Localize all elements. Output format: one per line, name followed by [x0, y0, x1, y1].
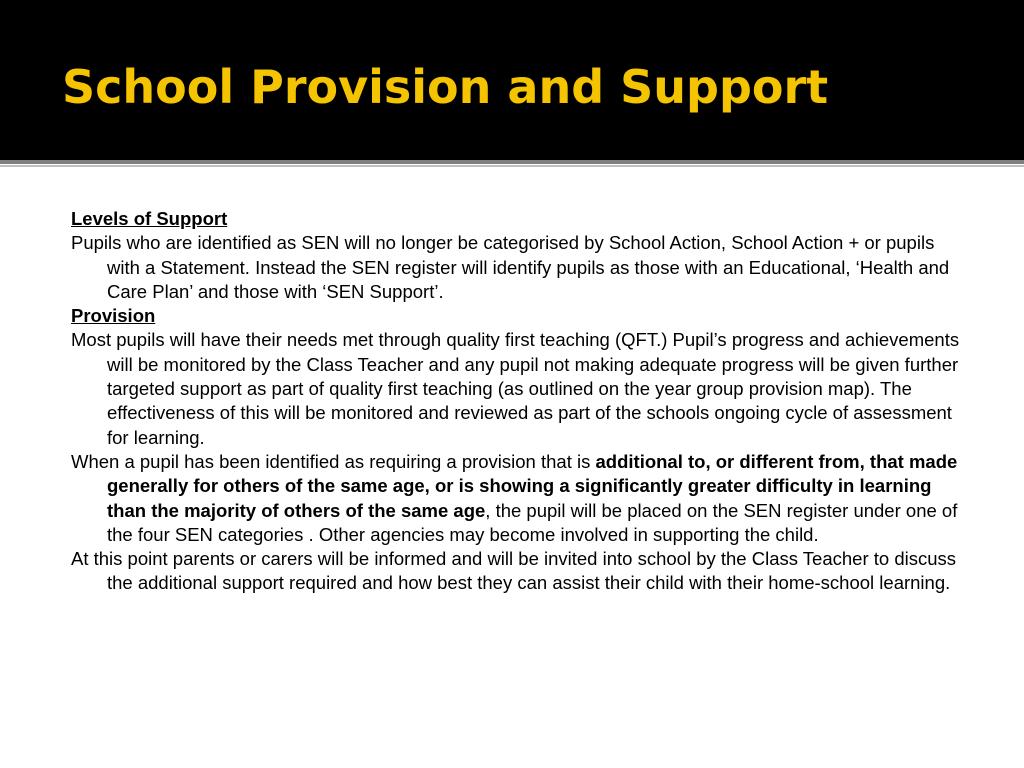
title-bar: [0, 0, 1024, 160]
provision-heading: Provision: [71, 305, 156, 327]
provision-paragraph-qft: Most pupils will have their needs met through quality first teaching (QFT.) Pupil’s progress and achievements will be monitored by the Class Teacher and any pupil not making adequate progress will be given further targeted support as part of quality first teaching (as outlined on the year group provision map). The effectiveness of this will be monitored and reviewed as part of the schools ongoing cycle of assessment for learning.: [71, 329, 960, 448]
slide-body: [71, 207, 971, 596]
levels-of-support-heading: Levels of Support: [71, 208, 228, 229]
provision-paragraph-parents: At this point parents or carers will be informed and will be invited into school by the Class Teacher to discuss the additional support required and how best they can assist their child with their home-school learning.: [71, 548, 957, 594]
title-divider: [0, 160, 1024, 164]
provision-paragraph-sen-register-emphasis: additional to, or different from, that made generally for others of the same age, or is showing a significantly greater difficulty in learning than the majority of others of the same age: [107, 450, 958, 521]
levels-of-support-paragraph: Pupils who are identified as SEN will no longer be categorised by School Action, School Action + or pupils with a Statement. Instead the SEN register will identify pupils as those with an Educational, ‘Health and Care Plan’ and those with ‘SEN Support’.: [71, 232, 950, 302]
provision-paragraph-sen-register-end: , the pupil will be placed on the SEN register under one of the four SEN categories . Other agencies may become involved in supporting the child.: [107, 499, 958, 545]
provision-paragraph-sen-register-start: When a pupil has been identified as requiring a provision that is: [71, 450, 596, 472]
slide-title: School Provision and Support: [62, 60, 829, 114]
provision-paragraph-sen-register: [71, 450, 971, 547]
title-divider-light: [0, 165, 1024, 167]
